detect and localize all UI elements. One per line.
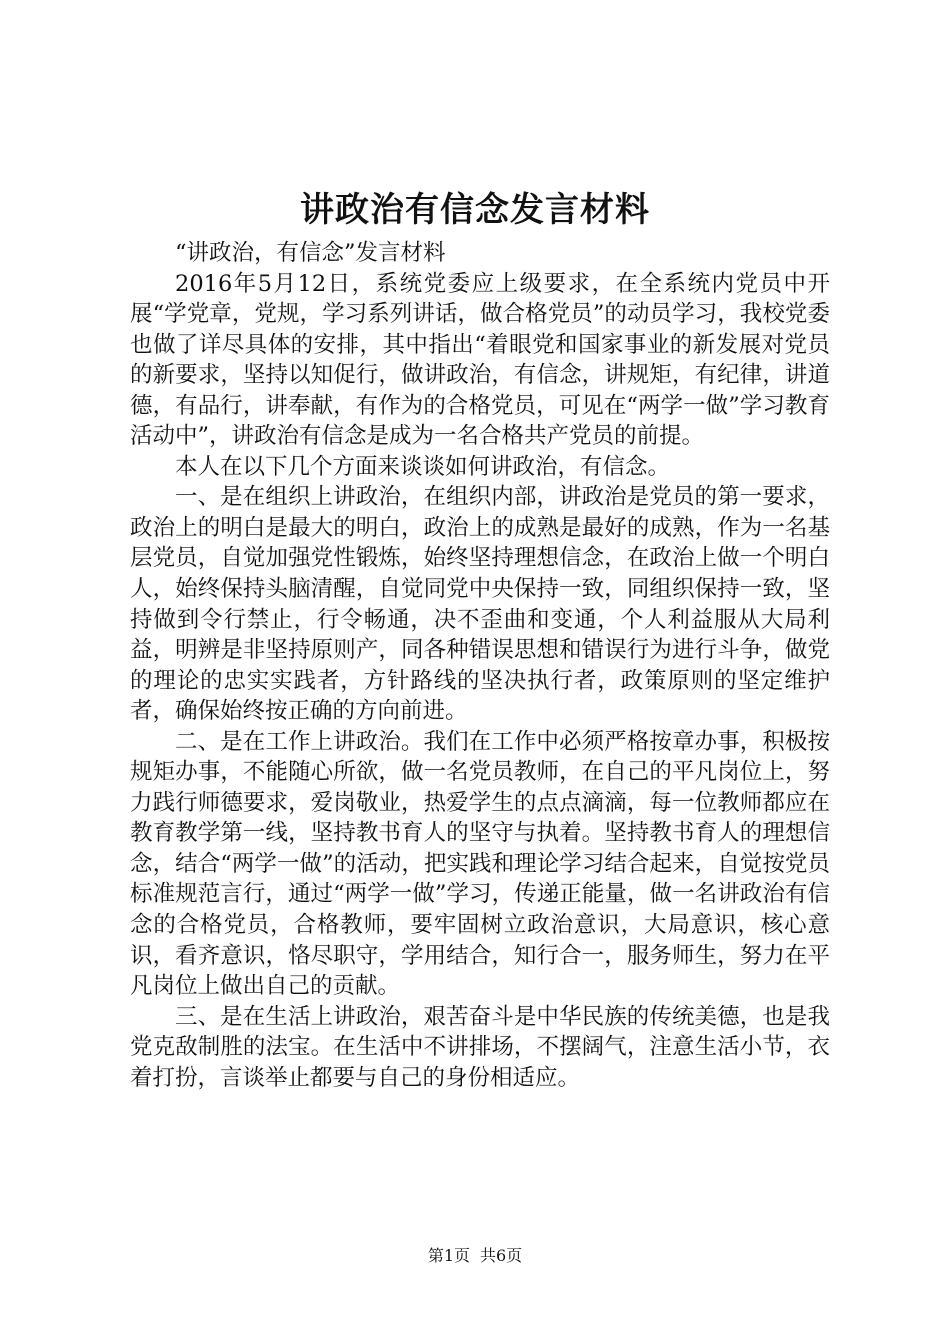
intro-paragraph: 2016年5月12日，系统党委应上级要求，在全系统内党员中开展“学党章，党规，学习系列讲话，做合格党员”的动员学习，我校党委也做了详尽具体的安排，其中指出“着眼党和国家事业的新发展对党员的新要求，坚持以知促行，做讲政治，有信念，讲规矩，有纪律，讲道德，有品行，讲奉献，有作为的合格党员，可见在“两学一做”学习教育活动中”，讲政治有信念是成为一名合格共产党员的前提。 bbox=[130, 270, 830, 450]
page-total: 共6页 bbox=[480, 1246, 523, 1265]
document-body bbox=[130, 238, 830, 1093]
document-title: 讲政治有信念发言材料 bbox=[300, 190, 650, 230]
section-three-paragraph: 三、是在生活上讲政治，艰苦奋斗是中华民族的传统美德，也是我党克敌制胜的法宝。在生活中不讲排场，不摆阔气，注意生活小节，衣着打扮，言谈举止都要与自己的身份相适应。 bbox=[130, 1003, 830, 1091]
page-footer bbox=[0, 1244, 950, 1268]
section-one-paragraph: 一、是在组织上讲政治，在组织内部，讲政治是党员的第一要求，政治上的明白是最大的明白，政治上的成熟是最好的成熟，作为一名基层党员，自觉加强党性锻炼，始终坚持理想信念，在政治上做一个明白人，始终保持头脑清醒，自觉同党中央保持一致，同组织保持一致，坚持做到令行禁止，行令畅通，决不歪曲和变通，个人利益服从大局利益，明辨是非坚持原则产，同各种错误思想和错误行为进行斗争，做党的理论的忠实实践者，方针路线的坚决执行者，政策原则的坚定维护者，确保始终按正确的方向前进。 bbox=[130, 484, 830, 725]
subtitle-paragraph: “讲政治，有信念”发言材料 bbox=[175, 240, 446, 266]
section-two-paragraph: 二、是在工作上讲政治。我们在工作中必须严格按章办事，积极按规矩办事，不能随心所欲，做一名党员教师，在自己的平凡岗位上，努力践行师德要求，爱岗敬业，热爱学生的点点滴滴，每一位教师都应在教育教学第一线，坚持教书育人的坚守与执着。坚持教书育人的理想信念，结合“两学一做”的活动，把实践和理论学习结合起来，自觉按党员标准规范言行，通过“两学一做”学习，传递正能量，做一名讲政治有信念的合格党员，合格教师，要牢固树立政治意识，大局意识，核心意识，看齐意识，恪尽职守，学用结合，知行合一，服务师生，努力在平凡岗位上做出自己的贡献。 bbox=[130, 728, 830, 1000]
page-number: 第1页 bbox=[427, 1246, 470, 1265]
overview-paragraph: 本人在以下几个方面来谈谈如何讲政治，有信念。 bbox=[175, 453, 671, 480]
